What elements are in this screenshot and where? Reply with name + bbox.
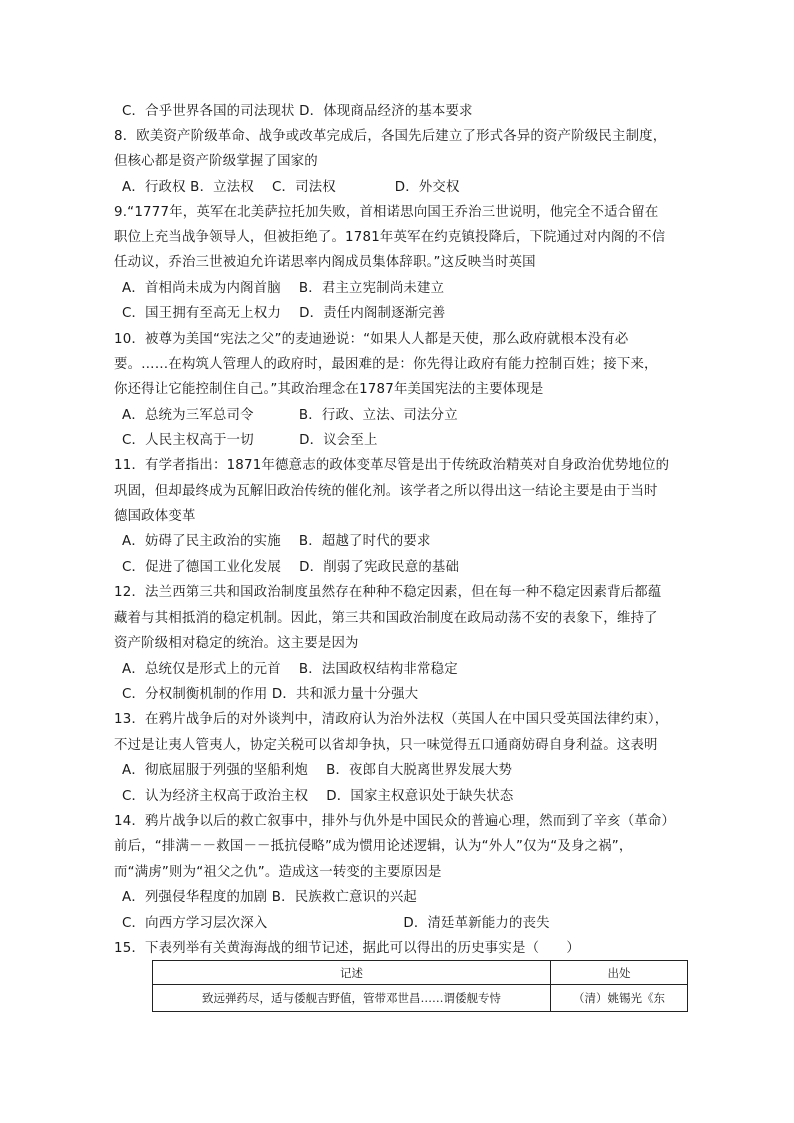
q13-stem-line-1: 13．在鸦片战争后的对外谈判中，清政府认为治外法权（英国人在中国只受英国法律约束），	[114, 712, 669, 727]
q14-options-cd: C．向西方学习层次深入 D．清廷革新能力的丧失	[122, 916, 550, 931]
q13-stem-line-2: 不过是让夷人管夷人，协定关税可以省却争执，只一味觉得五口通商妨碍自身利益。这表明	[114, 738, 658, 753]
q10-options-cd: C．人民主权高于一切 D．议会至上	[122, 433, 378, 448]
q8-options: A．行政权 B．立法权 C．司法权 D．外交权	[122, 180, 460, 195]
q11-stem-line-1: 11．有学者指出：1871年德意志的政体变革尽管是出于传统政治精英对自身政治优势地位的	[114, 458, 670, 473]
q12-stem-line-2: 藏着与其相抵消的稳定机制。因此，第三共和国政治制度在政局动荡不安的表象下，维持了	[114, 611, 658, 626]
q14-stem-line-3: 而“满虏”则为“祖父之仇”。造成这一转变的主要原因是	[114, 865, 442, 880]
q9-options-ab: A．首相尚未成为内阁首脑 B．君主立宪制尚未建立	[122, 281, 445, 296]
table-header-account: 记述	[153, 961, 551, 985]
q11-stem-line-3: 德国政体变革	[114, 509, 196, 524]
q7-options-cd: C．合乎世界各国的司法现状 D．体现商品经济的基本要求	[122, 104, 473, 119]
q11-options-cd: C．促进了德国工业化发展 D．削弱了宪政民意的基础	[122, 560, 460, 575]
q15-table	[152, 960, 688, 1012]
q12-stem-line-3: 资产阶级相对稳定的统治。这主要是因为	[114, 636, 359, 651]
q14-options-ab: A．列强侵华程度的加剧 B．民族救亡意识的兴起	[122, 890, 418, 905]
q11-options-ab: A．妨碍了民主政治的实施 B．超越了时代的要求	[122, 534, 431, 549]
q11-stem-line-2: 巩固，但却最终成为瓦解旧政治传统的催化剂。该学者之所以得出这一结论主要是由于当时	[114, 484, 658, 499]
table-cell-source: （清）姚锡光《东	[573, 991, 665, 1005]
q12-options-cd: C．分权制衡机制的作用 D．共和派力量十分强大	[122, 687, 419, 702]
q15-stem: 15．下表列举有关黄海海战的细节记述，据此可以得出的历史事实是（ ）	[114, 941, 580, 956]
q10-stem-line-3: 你还得让它能控制住自己。”其政治理念在1787年美国宪法的主要体现是	[114, 382, 544, 397]
q9-stem-line-1: 9.“1777年，英军在北美萨拉托加失败，首相诺思向国王乔治三世说明，他完全不适合留在	[114, 205, 659, 220]
q9-stem-line-3: 任动议，乔治三世被迫允许诺思率内阁成员集体辞职。”这反映当时英国	[114, 255, 536, 270]
q8-stem-line-2: 但核心都是资产阶级掌握了国家的	[114, 154, 318, 169]
q9-stem-line-2: 职位上充当战争领导人，但被拒绝了。1781年英军在约克镇投降后，下院通过对内阁的不信	[114, 230, 666, 245]
q8-stem-line-1: 8．欧美资产阶级革命、战争或改革完成后，各国先后建立了形式各异的资产阶级民主制度，	[114, 129, 667, 144]
q12-options-ab: A．总统仅是形式上的元首 B．法国政权结构非常稳定	[122, 662, 458, 677]
q14-stem-line-2: 前后，“排满－－救国－－抵抗侵略”成为惯用论述逻辑，认为“外人”仅为“及身之祸”，	[114, 839, 633, 854]
table-cell-account: 致远弹药尽，适与倭舰吉野值，管带邓世昌……谓倭舰专恃	[153, 985, 551, 1011]
q10-options-ab: A．总统为三军总司令 B．行政、立法、司法分立	[122, 408, 458, 423]
q10-stem-line-1: 10．被尊为美国“宪法之父”的麦迪逊说：“如果人人都是天使，那么政府就根本没有必	[114, 332, 629, 347]
q14-stem-line-1: 14．鸦片战争以后的救亡叙事中，排外与仇外是中国民众的普遍心理，然而到了辛亥（革命）	[114, 814, 676, 829]
q13-options-cd: C．认为经济主权高于政治主权 D．国家主权意识处于缺失状态	[122, 789, 514, 804]
table-header-source: 出处	[551, 961, 687, 985]
q13-options-ab: A．彻底屈服于列强的坚船利炮 B．夜郎自大脱离世界发展大势	[122, 763, 513, 778]
q10-stem-line-2: 要。……在构筑人管理人的政府时，最困难的是：你先得让政府有能力控制百姓；接下来，	[114, 357, 658, 372]
q12-stem-line-1: 12．法兰西第三共和国政治制度虽然存在种种不稳定因素，但在每一种不稳定因素背后都蕴	[114, 585, 662, 600]
q9-options-cd: C．国王拥有至高无上权力 D．责任内阁制逐渐完善	[122, 306, 446, 321]
